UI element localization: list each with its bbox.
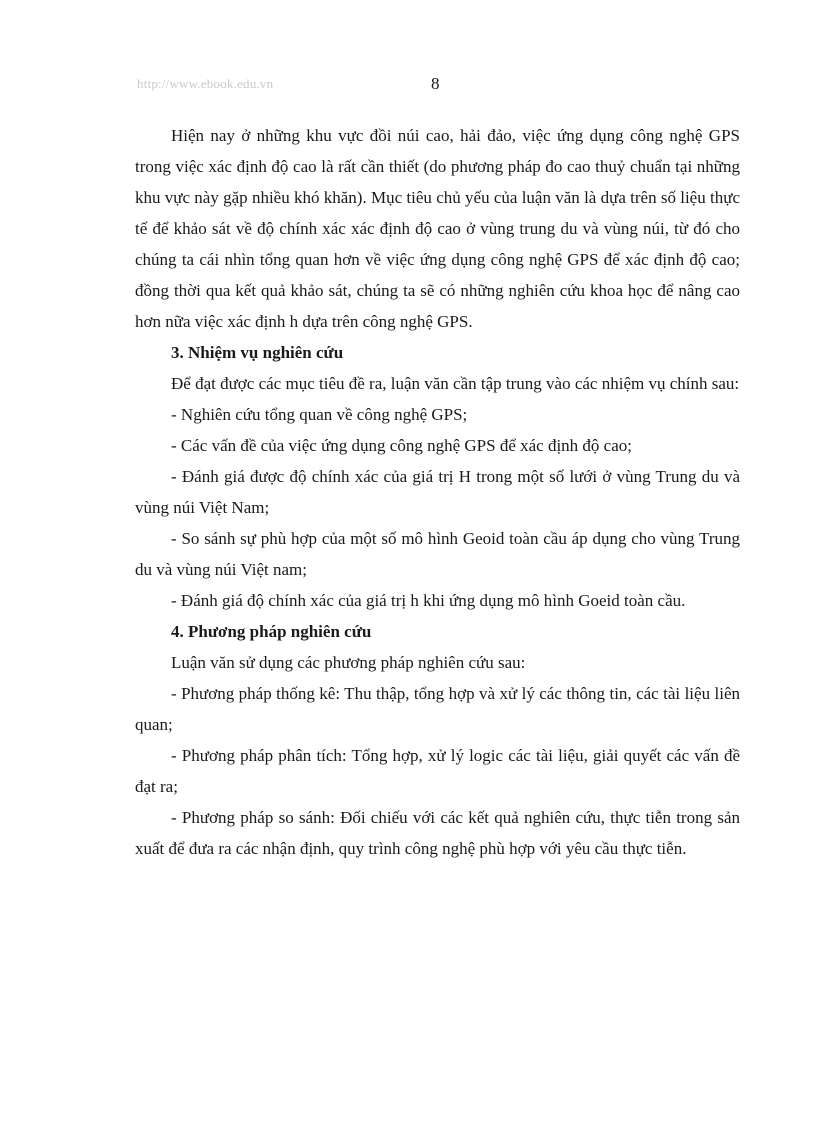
- intro-paragraph: Hiện nay ở những khu vực đồi núi cao, hải đảo, việc ứng dụng công nghệ GPS trong việc xác định độ cao là rất cần thiết (do phương pháp đo cao thuỷ chuẩn tại những khu vực này gặp nhiều khó khăn). Mục tiêu chủ yếu của luận văn là dựa trên số liệu thực tế để khảo sát về độ chính xác xác định độ cao ở vùng trung du và vùng núi, từ đó cho chúng ta cái nhìn tổng quan hơn về việc ứng dụng công nghệ GPS để xác định độ cao; đồng thời qua kết quả khảo sát, chúng ta sẽ có những nghiên cứu khoa học để nâng cao hơn nữa việc xác định h dựa trên công nghệ GPS.: [135, 126, 740, 331]
- section-3-heading: 3. Nhiệm vụ nghiên cứu: [171, 343, 344, 362]
- list-item: - Phương pháp thống kê: Thu thập, tổng hợp và xử lý các thông tin, các tài liệu liên quan;: [135, 684, 740, 734]
- list-item: - Đánh giá được độ chính xác của giá trị H trong một số lưới ở vùng Trung du và vùng núi Việt Nam;: [135, 467, 740, 517]
- list-item: - Phương pháp so sánh: Đối chiếu với các kết quả nghiên cứu, thực tiễn trong sản xuất để đưa ra các nhận định, quy trình công nghệ phù hợp với yêu cầu thực tiễn.: [135, 808, 740, 858]
- page-number: 8: [431, 74, 440, 93]
- header-url: http://www.ebook.edu.vn: [137, 76, 274, 91]
- section-4-lead: Luận văn sử dụng các phương pháp nghiên cứu sau:: [171, 653, 526, 672]
- document-body: [135, 120, 740, 864]
- list-item: - Các vấn đề của việc ứng dụng công nghệ GPS để xác định độ cao;: [171, 436, 633, 455]
- list-item: - Đánh giá độ chính xác của giá trị h khi ứng dụng mô hình Goeid toàn cầu.: [171, 591, 686, 610]
- list-item: - So sánh sự phù hợp của một số mô hình Geoid toàn cầu áp dụng cho vùng Trung du và vùng núi Việt nam;: [135, 529, 740, 579]
- section-3-lead: Để đạt được các mục tiêu đề ra, luận văn cần tập trung vào các nhiệm vụ chính sau:: [171, 374, 740, 393]
- list-item: - Nghiên cứu tổng quan về công nghệ GPS;: [171, 405, 468, 424]
- section-4-heading: 4. Phương pháp nghiên cứu: [171, 622, 372, 641]
- list-item: - Phương pháp phân tích: Tổng hợp, xử lý logic các tài liệu, giải quyết các vấn đề đạt ra;: [135, 746, 740, 796]
